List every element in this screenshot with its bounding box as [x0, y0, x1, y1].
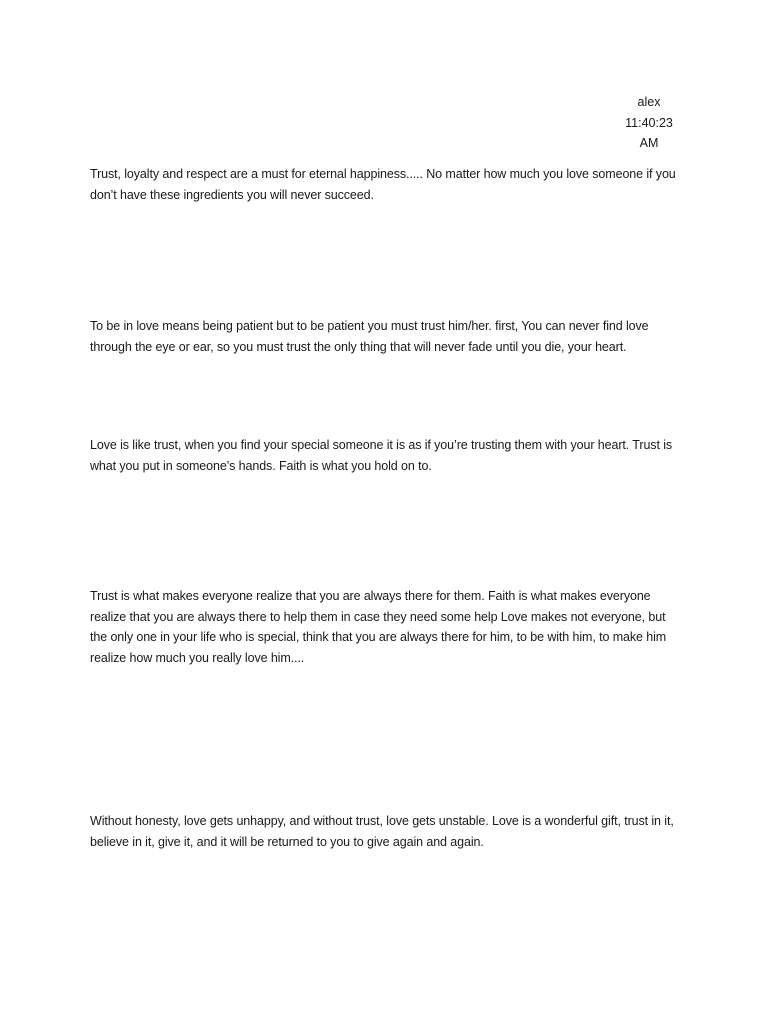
paragraph-4: Trust is what makes everyone realize that you are always there for them. Faith is what makes everyone realize that you are always there to help them in case they need some help Love makes not everyone, but the only one in your life who is special, think that you are always there for him, to be with him, to make him realize how much you really love him....	[90, 589, 667, 665]
author-name: alex	[637, 95, 661, 109]
timestamp-period: AM	[639, 136, 659, 150]
paragraph-5: Without honesty, love gets unhappy, and without trust, love gets unstable. Love is a wonderful gift, trust in it, believe in it, give it, and it will be returned to you to give again and again.	[90, 814, 674, 849]
paragraph-1: Trust, loyalty and respect are a must for eternal happiness..... No matter how much you love someone if you don’t have these ingredients you will never succeed.	[90, 167, 676, 202]
document-header	[608, 92, 690, 154]
paragraph-2: To be in love means being patient but to be patient you must trust him/her. first, You can never find love through the eye or ear, so you must trust the only thing that will never fade until you die, your heart.	[90, 319, 649, 354]
timestamp-time: 11:40:23	[625, 115, 673, 130]
paragraph-3: Love is like trust, when you find your special someone it is as if you’re trusting them with your heart. Trust is what you put in someone’s hands. Faith is what you hold on to.	[90, 438, 673, 473]
